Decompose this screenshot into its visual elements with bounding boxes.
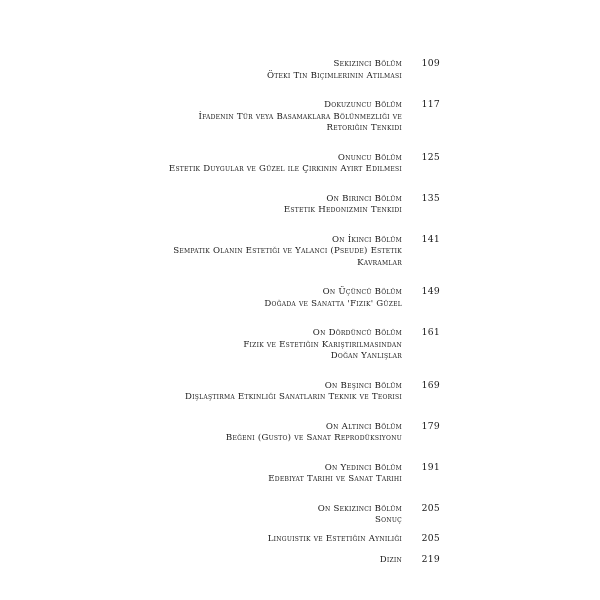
toc-title: Doğan Yanlışlar	[330, 351, 402, 361]
toc-page-number: 109	[421, 58, 440, 69]
toc-page-number: 205	[421, 502, 440, 514]
toc-heading: On Dördüncü Bölüm	[312, 328, 402, 338]
toc-heading: On Birinci Bölüm	[326, 193, 402, 204]
toc-page-number: 161	[421, 327, 440, 338]
toc-line	[150, 462, 440, 475]
toc-title: Fizik ve Estetiğin Karıştırılmasından	[243, 339, 402, 350]
toc-line	[150, 554, 440, 567]
toc-line	[150, 193, 440, 206]
toc-line	[150, 392, 440, 404]
toc-line	[150, 474, 440, 486]
toc-line	[150, 112, 440, 124]
toc-entry	[150, 380, 440, 404]
toc-page-number: 141	[421, 233, 440, 245]
toc-line	[150, 71, 440, 83]
toc-heading: Dizin	[379, 555, 402, 565]
toc-entry	[150, 152, 440, 176]
toc-line	[150, 152, 440, 165]
toc-heading: On Beşinci Bölüm	[324, 380, 402, 391]
toc-line	[150, 515, 440, 527]
toc-heading: On Üçüncü Bölüm	[322, 287, 402, 297]
toc-title: Beğeni (Gusto) ve Sanat Reprodüksiyonu	[225, 433, 402, 443]
toc-line	[150, 99, 440, 112]
toc-entry	[150, 327, 440, 363]
toc-title: Sonuç	[375, 515, 402, 525]
toc-entry	[150, 554, 440, 567]
toc-title: Edebiyat Tarihi ve Sanat Tarihi	[268, 474, 402, 484]
toc-page-number: 149	[421, 286, 440, 297]
toc-line	[150, 123, 440, 135]
toc-entry	[150, 533, 440, 546]
toc-line	[150, 380, 440, 393]
toc-entry	[150, 421, 440, 445]
toc-line	[150, 58, 440, 71]
toc-entry	[150, 58, 440, 82]
toc-line	[150, 327, 440, 340]
toc-title: Doğada ve Sanatta 'Fizik' Güzel	[264, 298, 402, 309]
toc-title: Dışlaştırma Etkinliği Sanatların Teknik ve Teorisi	[185, 392, 402, 402]
toc-page-number: 179	[421, 420, 440, 432]
toc-page-number: 219	[421, 554, 440, 565]
toc-title: İfadenin Tür veya Basamaklara Bölünmezliği ve	[198, 111, 402, 122]
toc-page-number: 117	[421, 99, 440, 110]
toc-page-number: 191	[421, 461, 440, 473]
toc-title: Estetik Hedonizmin Tenkidi	[283, 205, 402, 215]
toc-entry	[150, 462, 440, 486]
toc-line	[150, 258, 440, 270]
toc-line	[150, 286, 440, 299]
toc-entry	[150, 234, 440, 270]
toc-title: Öteki Tin Biçimlerinin Atılması	[266, 70, 402, 81]
toc-page-number: 125	[421, 151, 440, 163]
toc-entry	[150, 286, 440, 310]
toc-heading: On Yedinci Bölüm	[324, 462, 402, 473]
toc-line	[150, 246, 440, 258]
toc-title: Estetik Duygular ve Güzel ile Çirkinin Ayırt Edilmesi	[168, 164, 402, 174]
toc-entry	[150, 99, 440, 135]
toc-line	[150, 351, 440, 363]
toc-line	[150, 234, 440, 247]
toc-line	[150, 433, 440, 445]
toc-title: Kavramlar	[357, 257, 402, 268]
toc-line	[150, 421, 440, 434]
toc-line	[150, 205, 440, 217]
toc-entry	[150, 193, 440, 217]
toc-title: Retoriğin Tenkidi	[326, 123, 402, 133]
toc-page-number: 135	[421, 192, 440, 204]
toc-heading: Sekizinci Bölüm	[333, 59, 402, 69]
toc-line	[150, 299, 440, 311]
toc-heading: Dokuzuncu Bölüm	[324, 100, 402, 110]
toc-page-number: 205	[421, 532, 440, 544]
toc-line	[150, 164, 440, 176]
toc-heading: Onuncu Bölüm	[337, 152, 402, 163]
toc-entry	[150, 503, 440, 527]
toc-heading: On İkinci Bölüm	[331, 234, 402, 245]
toc-title: Sempatik Olanın Estetiği ve Yalancı (Pseude) Estetik	[173, 246, 402, 256]
toc-page-number: 169	[421, 379, 440, 391]
toc-heading: On Sekizinci Bölüm	[317, 503, 402, 514]
toc-heading: On Altıncı Bölüm	[325, 421, 402, 432]
toc-line	[150, 340, 440, 352]
toc-title: Linguistik ve Estetiğin Aynılığı	[267, 533, 402, 544]
toc-line	[150, 533, 440, 546]
toc-line	[150, 503, 440, 516]
table-of-contents	[150, 58, 440, 584]
